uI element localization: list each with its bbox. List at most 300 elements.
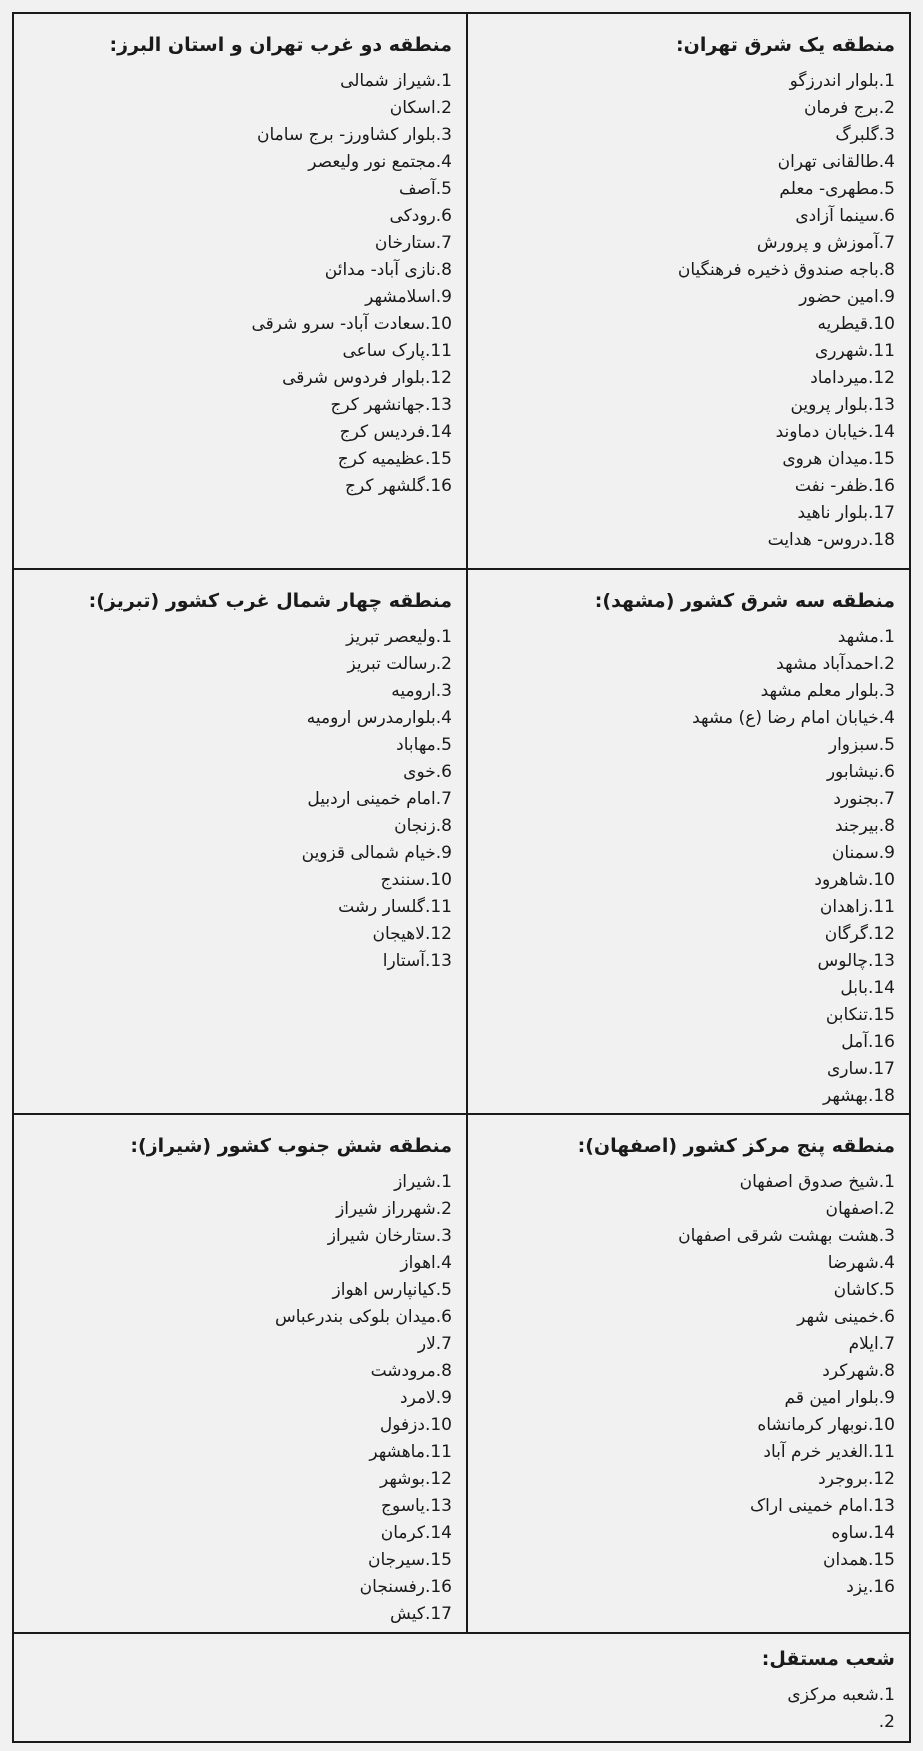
branch-number: 17. — [867, 1059, 895, 1079]
branch-name: باجه صندوق ذخیره فرهنگیان — [677, 260, 879, 280]
branch-item — [473, 230, 895, 257]
region-title: منطقه شش جنوب کشور (شیراز): — [130, 1135, 452, 1157]
branch-number: 17. — [867, 503, 895, 523]
branch-number: 10. — [424, 870, 452, 890]
branch-item — [473, 1223, 895, 1250]
branch-number: 11. — [867, 341, 895, 361]
branch-number: 3. — [878, 125, 895, 145]
branch-item — [473, 813, 895, 840]
branch-item — [473, 122, 895, 149]
branch-name: کرمان — [380, 1523, 425, 1543]
branch-number: 3. — [435, 125, 452, 145]
branch-name: بلوار کشاورز- برج سامان — [257, 125, 436, 145]
branch-name: طالقانی تهران — [777, 152, 879, 172]
branch-number: 13. — [424, 395, 452, 415]
branch-name: لار — [417, 1334, 436, 1354]
branch-number: 7. — [435, 233, 452, 253]
branch-number: 16. — [867, 1032, 895, 1052]
branch-name: زاهدان — [819, 897, 868, 917]
branch-name: خمینی شهر — [797, 1307, 879, 1327]
branch-item — [24, 705, 452, 732]
branch-number: 8. — [435, 260, 452, 280]
branch-name: فردیس کرج — [339, 422, 425, 442]
branch-item — [473, 446, 895, 473]
branch-number: 11. — [424, 1442, 452, 1462]
branch-item — [24, 68, 452, 95]
branch-name: همدان — [823, 1550, 868, 1570]
branch-number: 10. — [867, 314, 895, 334]
branch-item — [473, 1196, 895, 1223]
branch-number: 7. — [878, 233, 895, 253]
branch-item — [24, 257, 452, 284]
branch-item — [24, 678, 452, 705]
branch-number: 4. — [878, 1253, 895, 1273]
branch-name: احمدآباد مشهد — [776, 654, 879, 674]
branch-name: سعادت آباد- سرو شرقی — [251, 314, 425, 334]
branch-number: 13. — [424, 1496, 452, 1516]
branch-number: 4. — [878, 708, 895, 728]
branch-item — [24, 1682, 895, 1709]
branch-number: 8. — [435, 816, 452, 836]
branch-item — [473, 1466, 895, 1493]
branch-number: 7. — [878, 789, 895, 809]
branch-number: 12. — [424, 368, 452, 388]
branch-number: 1. — [435, 1172, 452, 1192]
branch-number: 9. — [435, 843, 452, 863]
branch-item — [24, 1196, 452, 1223]
branch-name: سبزوار — [828, 735, 879, 755]
branch-number: 4. — [435, 708, 452, 728]
branch-name: اهواز — [400, 1253, 436, 1273]
branch-name: چالوس — [817, 951, 868, 971]
branch-item — [24, 840, 452, 867]
branch-number: 12. — [424, 924, 452, 944]
branch-item — [24, 624, 452, 651]
branch-number: 2. — [878, 98, 895, 118]
branch-item — [24, 122, 452, 149]
branch-item — [473, 176, 895, 203]
branch-item — [473, 1574, 895, 1601]
branch-item — [24, 1331, 452, 1358]
branch-name: بلوار ناهید — [797, 503, 868, 523]
branch-list — [473, 1169, 895, 1601]
branch-number: 7. — [435, 1334, 452, 1354]
branch-number: 9. — [435, 287, 452, 307]
branch-number: 11. — [424, 897, 452, 917]
branch-name: ایلام — [848, 1334, 879, 1354]
branch-item — [473, 1250, 895, 1277]
branch-item — [24, 419, 452, 446]
branch-name: سنندج — [380, 870, 425, 890]
branch-number: 17. — [424, 1604, 452, 1624]
region-title: منطقه چهار شمال غرب کشور (تبریز): — [88, 590, 452, 612]
branch-number: 2. — [435, 98, 452, 118]
branch-item — [24, 1547, 452, 1574]
branch-number: 5. — [878, 179, 895, 199]
branch-name: بهشهر — [823, 1086, 868, 1106]
branch-item — [24, 1466, 452, 1493]
branch-item — [473, 527, 895, 554]
branch-name: بلوار اندرزگو — [789, 71, 879, 91]
region-title: منطقه پنج مرکز کشور (اصفهان): — [577, 1135, 895, 1157]
branch-name: مجتمع نور ولیعصر — [308, 152, 436, 172]
branch-item — [473, 840, 895, 867]
branch-number: 1. — [878, 627, 895, 647]
branch-item — [473, 95, 895, 122]
branch-item — [24, 149, 452, 176]
branch-name: دزفول — [379, 1415, 425, 1435]
branch-item — [473, 1331, 895, 1358]
branch-item — [473, 867, 895, 894]
branch-number: 4. — [878, 152, 895, 172]
branch-name: زنجان — [394, 816, 436, 836]
branch-list-document — [12, 12, 911, 1743]
branch-item — [24, 1493, 452, 1520]
branch-name: شهرراز شیراز — [336, 1199, 436, 1219]
branch-number: 10. — [424, 314, 452, 334]
branch-name: اسکان — [389, 98, 436, 118]
branch-item — [473, 1277, 895, 1304]
branch-number: 16. — [424, 1577, 452, 1597]
branch-number: 6. — [878, 206, 895, 226]
branch-item — [473, 203, 895, 230]
branch-name: عظیمیه کرج — [337, 449, 425, 469]
branch-number: 15. — [424, 449, 452, 469]
branch-number: 8. — [878, 1361, 895, 1381]
region-3-east-mashhad — [463, 570, 909, 1113]
branch-item — [24, 732, 452, 759]
branch-name: نازی آباد- مدائن — [324, 260, 436, 280]
branch-item — [24, 1520, 452, 1547]
branch-item — [473, 705, 895, 732]
branch-name: رودکی — [389, 206, 436, 226]
branch-item — [473, 1520, 895, 1547]
branch-name: بلوار امین قم — [784, 1388, 879, 1408]
branch-number: 16. — [424, 476, 452, 496]
branch-item — [473, 257, 895, 284]
branch-name: شاهرود — [814, 870, 868, 890]
branch-number: 2. — [435, 1199, 452, 1219]
branch-item — [473, 732, 895, 759]
branch-name: میدان هروی — [782, 449, 868, 469]
branch-item — [473, 1169, 895, 1196]
branch-number: 15. — [867, 449, 895, 469]
branch-item — [473, 948, 895, 975]
branch-list — [24, 1682, 895, 1736]
branch-number: 3. — [878, 681, 895, 701]
branch-number: 6. — [435, 1307, 452, 1327]
branch-name: ظفر- نفت — [794, 476, 868, 496]
branch-name: برج فرمان — [804, 98, 879, 118]
branch-name: کیانپارس اهواز — [332, 1280, 436, 1300]
branch-name: شیراز — [394, 1172, 436, 1192]
branch-item — [473, 1493, 895, 1520]
region-independent-branches — [14, 1634, 909, 1741]
branch-number: 16. — [867, 1577, 895, 1597]
branch-name: پارک ساعی — [342, 341, 425, 361]
branch-number: 15. — [867, 1550, 895, 1570]
branch-name: میدان بلوکی بندرعباس — [274, 1307, 436, 1327]
branch-number: 11. — [867, 897, 895, 917]
branch-name: مهاباد — [396, 735, 436, 755]
branch-name: خیابان امام رضا (ع) مشهد — [692, 708, 879, 728]
branch-number: 2. — [878, 1199, 895, 1219]
branch-number: 13. — [867, 951, 895, 971]
branch-item — [473, 149, 895, 176]
branch-number: 7. — [878, 1334, 895, 1354]
branch-name: بجنورد — [833, 789, 879, 809]
branch-item — [473, 894, 895, 921]
branch-number: 14. — [867, 422, 895, 442]
branch-list — [24, 68, 452, 500]
branch-number: 13. — [867, 1496, 895, 1516]
branch-name: بابل — [840, 978, 868, 998]
branch-number: 15. — [424, 1550, 452, 1570]
branch-item — [473, 759, 895, 786]
branch-item — [473, 473, 895, 500]
branch-name: اصفهان — [825, 1199, 879, 1219]
branch-number: 3. — [878, 1226, 895, 1246]
branch-name: گلبرگ — [835, 125, 879, 145]
branch-item — [24, 867, 452, 894]
region-1-east-tehran — [463, 14, 909, 568]
branch-item — [24, 230, 452, 257]
branch-name: ولیعصر تبریز — [346, 627, 436, 647]
branch-item — [473, 1439, 895, 1466]
branch-item — [473, 678, 895, 705]
branch-name: بلوار فردوس شرقی — [282, 368, 425, 388]
branch-number: 13. — [424, 951, 452, 971]
branch-number: 3. — [435, 681, 452, 701]
region-4-northwest-tabriz — [14, 570, 466, 1113]
branch-item — [24, 1574, 452, 1601]
branch-name: شیراز شمالی — [340, 71, 436, 91]
branch-name: جهانشهر کرج — [330, 395, 425, 415]
branch-name: تنکابن — [825, 1005, 868, 1025]
branch-name: ستارخان شیراز — [327, 1226, 436, 1246]
branch-name: شهرری — [814, 341, 868, 361]
branch-number: 10. — [867, 870, 895, 890]
branch-name: یاسوج — [381, 1496, 425, 1516]
branch-item — [24, 1277, 452, 1304]
branch-name: میرداماد — [810, 368, 868, 388]
branch-name: آستارا — [382, 951, 425, 971]
branch-number: 12. — [867, 924, 895, 944]
branch-number: 6. — [435, 206, 452, 226]
branch-name: ارومیه — [391, 681, 436, 701]
branch-item — [473, 921, 895, 948]
branch-number: 5. — [435, 1280, 452, 1300]
branch-number: 4. — [435, 1253, 452, 1273]
branch-item — [473, 651, 895, 678]
branch-item — [24, 473, 452, 500]
branch-item — [473, 500, 895, 527]
branch-number: 11. — [424, 341, 452, 361]
branch-name: اسلامشهر — [365, 287, 436, 307]
branch-item — [473, 1547, 895, 1574]
branch-name: امام خمینی اردبیل — [307, 789, 436, 809]
branch-name: بلوار معلم مشهد — [760, 681, 879, 701]
branch-name: لامرد — [400, 1388, 436, 1408]
branch-number: 15. — [867, 1005, 895, 1025]
branch-name: بلوارمدرس ارومیه — [306, 708, 436, 728]
branch-number: 8. — [878, 260, 895, 280]
branch-number: 6. — [435, 762, 452, 782]
branch-item — [473, 786, 895, 813]
branch-name: سمنان — [831, 843, 879, 863]
branch-item — [24, 948, 452, 975]
branch-list — [473, 68, 895, 554]
branch-item — [24, 1223, 452, 1250]
branch-number: 14. — [867, 1523, 895, 1543]
branch-item — [473, 624, 895, 651]
branch-number: 14. — [867, 978, 895, 998]
branch-number: 9. — [878, 287, 895, 307]
branch-name: ساوه — [831, 1523, 868, 1543]
branch-name: بروجرد — [818, 1469, 868, 1489]
branch-number: 8. — [435, 1361, 452, 1381]
branch-name: رسالت تبریز — [347, 654, 436, 674]
branch-name: شهرکرد — [822, 1361, 879, 1381]
branch-name: شیخ صدوق اصفهان — [739, 1172, 879, 1192]
branch-item — [473, 1029, 895, 1056]
branch-name: گلسار رشت — [338, 897, 425, 917]
branch-number: 10. — [867, 1415, 895, 1435]
branch-number: 12. — [867, 368, 895, 388]
branch-list — [473, 624, 895, 1110]
branch-item — [24, 1169, 452, 1196]
branch-number: 5. — [878, 1280, 895, 1300]
region-2-west-tehran-alborz — [14, 14, 466, 568]
branch-item — [24, 311, 452, 338]
branch-number: 2. — [435, 654, 452, 674]
branch-number: 18. — [867, 1086, 895, 1106]
branch-name: لاهیجان — [372, 924, 425, 944]
branch-name: بوشهر — [379, 1469, 425, 1489]
branch-item — [24, 392, 452, 419]
branch-number: 5. — [878, 735, 895, 755]
branch-item — [473, 1002, 895, 1029]
branch-name: ماهشهر — [369, 1442, 425, 1462]
branch-name: بیرجند — [834, 816, 879, 836]
branch-number: 5. — [435, 179, 452, 199]
branch-name: کاشان — [833, 1280, 879, 1300]
branch-number: 6. — [878, 1307, 895, 1327]
region-6-south-shiraz — [14, 1115, 466, 1632]
branch-name: شهرضا — [827, 1253, 879, 1273]
branch-name: ساری — [827, 1059, 868, 1079]
branch-number: 18. — [867, 530, 895, 550]
branch-name: آموزش و پرورش — [756, 233, 879, 253]
branch-item — [24, 1412, 452, 1439]
region-5-center-isfahan — [463, 1115, 909, 1632]
branch-number: 16. — [867, 476, 895, 496]
branch-item — [473, 1304, 895, 1331]
branch-item — [473, 365, 895, 392]
branch-number: 11. — [867, 1442, 895, 1462]
branch-item — [473, 1358, 895, 1385]
branch-name: خیام شمالی قزوین — [301, 843, 436, 863]
branch-name: بلوار پروین — [790, 395, 868, 415]
branch-number: 13. — [867, 395, 895, 415]
branch-item — [24, 1601, 452, 1628]
branch-number: 14. — [424, 422, 452, 442]
branch-name: یزد — [846, 1577, 868, 1597]
branch-item — [473, 1083, 895, 1110]
branch-item — [24, 1304, 452, 1331]
branch-name: گلشهر کرج — [345, 476, 425, 496]
branch-number: 3. — [435, 1226, 452, 1246]
branch-number: 10. — [424, 1415, 452, 1435]
branch-number: 9. — [878, 1388, 895, 1408]
branch-name: نیشابور — [826, 762, 879, 782]
branch-item — [473, 419, 895, 446]
branch-name: رفسنجان — [359, 1577, 425, 1597]
region-title: منطقه سه شرق کشور (مشهد): — [594, 590, 895, 612]
branch-item — [473, 311, 895, 338]
branch-item — [24, 759, 452, 786]
branch-name: مرودشت — [370, 1361, 436, 1381]
branch-item — [24, 1250, 452, 1277]
branch-item — [473, 68, 895, 95]
branch-name: خوی — [403, 762, 436, 782]
branch-number: 9. — [878, 843, 895, 863]
branch-name: هشت بهشت شرقی اصفهان — [678, 1226, 879, 1246]
branch-number: 6. — [878, 762, 895, 782]
branch-name: شعبه مرکزی — [787, 1685, 879, 1705]
branch-name: الغدیر خرم آباد — [763, 1442, 868, 1462]
branch-number: 1. — [878, 1172, 895, 1192]
branch-list — [24, 624, 452, 975]
branch-number: 12. — [424, 1469, 452, 1489]
branch-item — [24, 1439, 452, 1466]
branch-name: دروس- هدایت — [767, 530, 868, 550]
branch-name: سینما آزادی — [795, 206, 879, 226]
branch-item — [24, 95, 452, 122]
branch-item — [24, 1709, 895, 1736]
branch-item — [24, 176, 452, 203]
branch-name: نوبهار کرمانشاه — [757, 1415, 868, 1435]
branch-item — [24, 894, 452, 921]
branch-name: مطهری- معلم — [779, 179, 879, 199]
branch-name: آصف — [399, 179, 436, 199]
branch-number: 14. — [424, 1523, 452, 1543]
branch-item — [473, 284, 895, 311]
branch-number: 4. — [435, 152, 452, 172]
branch-name: گرگان — [824, 924, 868, 944]
branch-number: 1. — [435, 71, 452, 91]
branch-name: امام خمینی اراک — [749, 1496, 868, 1516]
branch-item — [473, 392, 895, 419]
branch-item — [24, 203, 452, 230]
branch-item — [24, 651, 452, 678]
branch-number: 1. — [878, 71, 895, 91]
region-title: شعب مستقل: — [761, 1648, 895, 1670]
branch-item — [24, 338, 452, 365]
branch-number: 1. — [435, 627, 452, 647]
branch-item — [24, 284, 452, 311]
branch-number: 7. — [435, 789, 452, 809]
branch-list — [24, 1169, 452, 1628]
branch-number: 9. — [435, 1388, 452, 1408]
region-title: منطقه دو غرب تهران و استان البرز: — [109, 34, 452, 56]
branch-name: مشهد — [837, 627, 879, 647]
region-title: منطقه یک شرق تهران: — [676, 34, 895, 56]
branch-number: 8. — [878, 816, 895, 836]
branch-item — [24, 1385, 452, 1412]
branch-number: 2. — [878, 654, 895, 674]
branch-number: 1. — [878, 1685, 895, 1705]
